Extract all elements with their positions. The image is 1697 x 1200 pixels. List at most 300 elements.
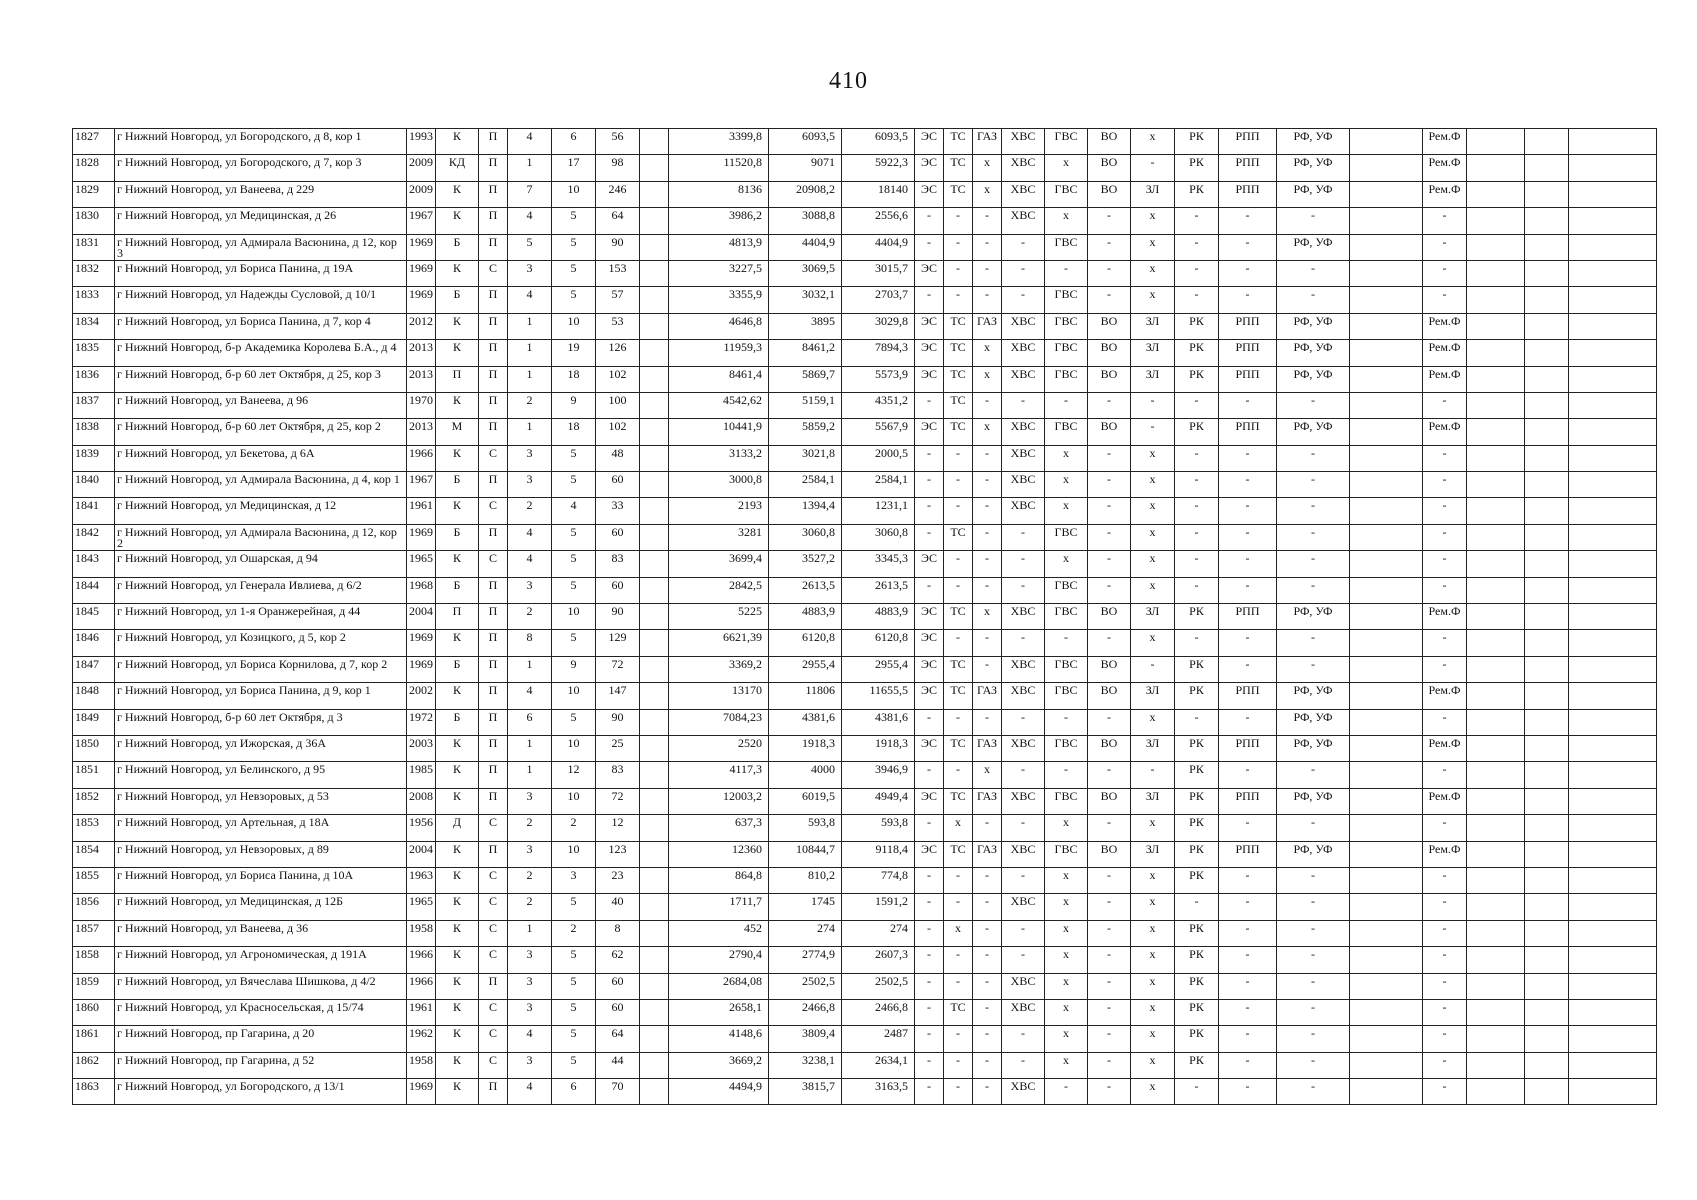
cell-blank-col-27 <box>1569 894 1657 920</box>
cell-address: г Нижний Новгород, ул Богородского, д 13/1 <box>115 1079 407 1105</box>
cell-floors: 5 <box>552 445 596 471</box>
cell-floors: 5 <box>552 947 596 973</box>
cell-total-area: 13170 <box>669 683 769 709</box>
cell-repair-fund: - <box>1277 524 1350 550</box>
cell-floors: 9 <box>552 392 596 418</box>
cell-repair-status: Рем.Ф <box>1423 419 1467 445</box>
cell-service-rpp: - <box>1219 234 1277 260</box>
cell-repair-fund: - <box>1277 656 1350 682</box>
cell-blank-col-23 <box>1350 947 1423 973</box>
cell-service-hot-water: - <box>1045 709 1088 735</box>
cell-service-zl: ЗЛ <box>1131 340 1175 366</box>
cell-living-area: 10844,7 <box>769 841 842 867</box>
cell-blank-col-9 <box>640 313 669 339</box>
cell-entrances: 3 <box>508 947 552 973</box>
cell-blank-col-25 <box>1467 260 1525 286</box>
cell-year-built: 2013 <box>407 419 436 445</box>
cell-blank-col-27 <box>1569 472 1657 498</box>
cell-service-rpp: - <box>1219 392 1277 418</box>
cell-service-cold-water: - <box>1002 1026 1045 1052</box>
cell-repair-status: - <box>1423 234 1467 260</box>
cell-service-hot-water: х <box>1045 498 1088 524</box>
cell-total-area: 3699,4 <box>669 551 769 577</box>
cell-service-electric: ЭС <box>915 683 944 709</box>
cell-apartments: 8 <box>596 920 640 946</box>
cell-row-number: 1839 <box>73 445 115 471</box>
cell-row-number: 1854 <box>73 841 115 867</box>
cell-blank-col-9 <box>640 551 669 577</box>
cell-blank-col-9 <box>640 735 669 761</box>
cell-residential-area: 2955,4 <box>842 656 915 682</box>
cell-blank-col-25 <box>1467 577 1525 603</box>
cell-service-heating: ТС <box>944 524 973 550</box>
cell-blank-col-25 <box>1467 524 1525 550</box>
cell-service-hot-water: ГВС <box>1045 129 1088 155</box>
cell-house-type: П <box>479 735 508 761</box>
cell-total-area: 4646,8 <box>669 313 769 339</box>
cell-service-cold-water: - <box>1002 551 1045 577</box>
cell-repair-fund: - <box>1277 973 1350 999</box>
cell-service-drainage: ВО <box>1088 604 1131 630</box>
table-row <box>73 287 1657 313</box>
cell-service-rpp: - <box>1219 630 1277 656</box>
cell-blank-col-25 <box>1467 867 1525 893</box>
cell-blank-col-25 <box>1467 709 1525 735</box>
cell-service-cold-water: ХВС <box>1002 498 1045 524</box>
cell-wall-material: Б <box>436 524 479 550</box>
cell-total-area: 1711,7 <box>669 894 769 920</box>
cell-wall-material: К <box>436 392 479 418</box>
cell-living-area: 3088,8 <box>769 208 842 234</box>
cell-service-zl: ЗЛ <box>1131 841 1175 867</box>
cell-address: г Нижний Новгород, ул Богородского, д 8, кор 1 <box>115 129 407 155</box>
cell-service-cold-water: - <box>1002 234 1045 260</box>
cell-floors: 10 <box>552 313 596 339</box>
cell-service-cold-water: - <box>1002 577 1045 603</box>
cell-residential-area: 1231,1 <box>842 498 915 524</box>
cell-service-drainage: - <box>1088 630 1131 656</box>
cell-row-number: 1827 <box>73 129 115 155</box>
cell-service-zl: х <box>1131 894 1175 920</box>
table-row <box>73 234 1657 260</box>
cell-repair-status: - <box>1423 208 1467 234</box>
cell-year-built: 2013 <box>407 340 436 366</box>
cell-apartments: 100 <box>596 392 640 418</box>
cell-repair-fund: - <box>1277 894 1350 920</box>
cell-service-drainage: - <box>1088 472 1131 498</box>
cell-blank-col-9 <box>640 472 669 498</box>
cell-service-rpp: РПП <box>1219 181 1277 207</box>
table-row <box>73 656 1657 682</box>
cell-living-area: 274 <box>769 920 842 946</box>
cell-service-hot-water: х <box>1045 920 1088 946</box>
cell-wall-material: Б <box>436 656 479 682</box>
cell-service-electric: ЭС <box>915 340 944 366</box>
table-row <box>73 815 1657 841</box>
cell-year-built: 1969 <box>407 234 436 260</box>
cell-service-hot-water: х <box>1045 1052 1088 1078</box>
cell-blank-col-27 <box>1569 524 1657 550</box>
cell-living-area: 5869,7 <box>769 366 842 392</box>
cell-floors: 5 <box>552 208 596 234</box>
cell-address: г Нижний Новгород, ул Ванеева, д 96 <box>115 392 407 418</box>
cell-service-hot-water: ГВС <box>1045 524 1088 550</box>
cell-total-area: 4117,3 <box>669 762 769 788</box>
cell-service-electric: - <box>915 287 944 313</box>
cell-apartments: 90 <box>596 234 640 260</box>
cell-service-rk: РК <box>1175 947 1219 973</box>
cell-service-gas: х <box>973 419 1002 445</box>
cell-repair-status: - <box>1423 1026 1467 1052</box>
cell-wall-material: К <box>436 208 479 234</box>
cell-residential-area: 2487 <box>842 1026 915 1052</box>
cell-service-drainage: - <box>1088 208 1131 234</box>
cell-entrances: 4 <box>508 524 552 550</box>
cell-row-number: 1842 <box>73 524 115 550</box>
cell-service-electric: ЭС <box>915 366 944 392</box>
cell-blank-col-25 <box>1467 181 1525 207</box>
cell-apartments: 102 <box>596 419 640 445</box>
cell-service-heating: ТС <box>944 366 973 392</box>
cell-floors: 12 <box>552 762 596 788</box>
cell-address: г Нижний Новгород, ул Невзоровых, д 89 <box>115 841 407 867</box>
cell-wall-material: К <box>436 551 479 577</box>
cell-service-cold-water: ХВС <box>1002 841 1045 867</box>
cell-service-drainage: - <box>1088 999 1131 1025</box>
cell-blank-col-23 <box>1350 419 1423 445</box>
cell-house-type: П <box>479 604 508 630</box>
cell-entrances: 3 <box>508 999 552 1025</box>
cell-house-type: С <box>479 867 508 893</box>
cell-service-hot-water: х <box>1045 815 1088 841</box>
cell-service-cold-water: ХВС <box>1002 788 1045 814</box>
cell-row-number: 1858 <box>73 947 115 973</box>
cell-blank-col-23 <box>1350 683 1423 709</box>
cell-apartments: 48 <box>596 445 640 471</box>
cell-service-cold-water: - <box>1002 815 1045 841</box>
cell-total-area: 5225 <box>669 604 769 630</box>
cell-service-hot-water: - <box>1045 392 1088 418</box>
cell-service-hot-water: ГВС <box>1045 181 1088 207</box>
cell-year-built: 2009 <box>407 155 436 181</box>
cell-apartments: 57 <box>596 287 640 313</box>
cell-service-gas: - <box>973 815 1002 841</box>
cell-repair-status: Рем.Ф <box>1423 340 1467 366</box>
cell-service-drainage: - <box>1088 287 1131 313</box>
cell-service-zl: х <box>1131 260 1175 286</box>
cell-living-area: 3238,1 <box>769 1052 842 1078</box>
cell-living-area: 4000 <box>769 762 842 788</box>
cell-service-gas: ГАЗ <box>973 841 1002 867</box>
cell-house-type: П <box>479 709 508 735</box>
cell-total-area: 11959,3 <box>669 340 769 366</box>
cell-blank-col-25 <box>1467 604 1525 630</box>
cell-floors: 4 <box>552 498 596 524</box>
cell-blank-col-27 <box>1569 630 1657 656</box>
cell-total-area: 2193 <box>669 498 769 524</box>
cell-total-area: 3399,8 <box>669 129 769 155</box>
cell-blank-col-9 <box>640 287 669 313</box>
cell-service-electric: ЭС <box>915 841 944 867</box>
cell-service-zl: - <box>1131 392 1175 418</box>
cell-service-cold-water: ХВС <box>1002 656 1045 682</box>
cell-wall-material: К <box>436 498 479 524</box>
cell-blank-col-27 <box>1569 551 1657 577</box>
cell-year-built: 1961 <box>407 498 436 524</box>
cell-apartments: 90 <box>596 709 640 735</box>
cell-entrances: 2 <box>508 815 552 841</box>
cell-address: г Нижний Новгород, б-р 60 лет Октября, д 25, кор 3 <box>115 366 407 392</box>
cell-service-rk: РК <box>1175 129 1219 155</box>
cell-year-built: 1965 <box>407 551 436 577</box>
cell-wall-material: К <box>436 260 479 286</box>
table-row <box>73 260 1657 286</box>
cell-service-cold-water: - <box>1002 867 1045 893</box>
cell-service-gas: - <box>973 920 1002 946</box>
cell-repair-status: - <box>1423 656 1467 682</box>
cell-blank-col-23 <box>1350 313 1423 339</box>
cell-service-rk: РК <box>1175 735 1219 761</box>
cell-entrances: 3 <box>508 788 552 814</box>
cell-service-cold-water: ХВС <box>1002 155 1045 181</box>
cell-living-area: 3895 <box>769 313 842 339</box>
table-row <box>73 181 1657 207</box>
cell-row-number: 1862 <box>73 1052 115 1078</box>
cell-repair-status: Рем.Ф <box>1423 735 1467 761</box>
cell-service-gas: - <box>973 551 1002 577</box>
cell-service-drainage: - <box>1088 1079 1131 1105</box>
cell-year-built: 2013 <box>407 366 436 392</box>
cell-service-heating: х <box>944 920 973 946</box>
cell-repair-fund: - <box>1277 867 1350 893</box>
cell-floors: 10 <box>552 841 596 867</box>
cell-apartments: 123 <box>596 841 640 867</box>
cell-service-heating: - <box>944 867 973 893</box>
cell-total-area: 2658,1 <box>669 999 769 1025</box>
cell-blank-col-27 <box>1569 709 1657 735</box>
cell-service-rpp: - <box>1219 524 1277 550</box>
cell-address: г Нижний Новгород, ул Медицинская, д 12 <box>115 498 407 524</box>
cell-entrances: 4 <box>508 683 552 709</box>
cell-blank-col-25 <box>1467 735 1525 761</box>
cell-living-area: 2955,4 <box>769 656 842 682</box>
cell-service-rk: РК <box>1175 604 1219 630</box>
cell-blank-col-23 <box>1350 1026 1423 1052</box>
cell-year-built: 1967 <box>407 472 436 498</box>
cell-address: г Нижний Новгород, пр Гагарина, д 52 <box>115 1052 407 1078</box>
cell-row-number: 1846 <box>73 630 115 656</box>
cell-repair-status: - <box>1423 1052 1467 1078</box>
cell-blank-col-27 <box>1569 604 1657 630</box>
cell-row-number: 1863 <box>73 1079 115 1105</box>
cell-service-drainage: - <box>1088 762 1131 788</box>
cell-row-number: 1841 <box>73 498 115 524</box>
cell-residential-area: 274 <box>842 920 915 946</box>
cell-blank-col-27 <box>1569 1079 1657 1105</box>
cell-wall-material: Б <box>436 234 479 260</box>
cell-service-rpp: РПП <box>1219 366 1277 392</box>
cell-repair-fund: - <box>1277 445 1350 471</box>
cell-service-drainage: ВО <box>1088 788 1131 814</box>
cell-row-number: 1832 <box>73 260 115 286</box>
cell-service-rk: РК <box>1175 999 1219 1025</box>
cell-row-number: 1831 <box>73 234 115 260</box>
cell-apartments: 153 <box>596 260 640 286</box>
cell-blank-col-27 <box>1569 735 1657 761</box>
cell-repair-status: - <box>1423 472 1467 498</box>
cell-apartments: 72 <box>596 656 640 682</box>
cell-service-cold-water: - <box>1002 709 1045 735</box>
cell-floors: 5 <box>552 551 596 577</box>
cell-blank-col-26 <box>1525 208 1569 234</box>
cell-blank-col-27 <box>1569 841 1657 867</box>
cell-blank-col-26 <box>1525 973 1569 999</box>
cell-residential-area: 4351,2 <box>842 392 915 418</box>
cell-wall-material: К <box>436 788 479 814</box>
cell-service-zl: ЗЛ <box>1131 366 1175 392</box>
cell-service-rpp: РПП <box>1219 683 1277 709</box>
cell-year-built: 1965 <box>407 894 436 920</box>
cell-repair-status: Рем.Ф <box>1423 129 1467 155</box>
cell-service-hot-water: ГВС <box>1045 788 1088 814</box>
cell-total-area: 637,3 <box>669 815 769 841</box>
cell-blank-col-26 <box>1525 260 1569 286</box>
table-row <box>73 155 1657 181</box>
cell-address: г Нижний Новгород, ул Ошарская, д 94 <box>115 551 407 577</box>
cell-repair-fund: - <box>1277 920 1350 946</box>
cell-service-zl: х <box>1131 524 1175 550</box>
cell-service-rpp: - <box>1219 867 1277 893</box>
cell-blank-col-23 <box>1350 340 1423 366</box>
cell-service-gas: х <box>973 155 1002 181</box>
cell-apartments: 12 <box>596 815 640 841</box>
cell-service-heating: ТС <box>944 155 973 181</box>
cell-repair-fund: - <box>1277 815 1350 841</box>
cell-living-area: 5159,1 <box>769 392 842 418</box>
cell-row-number: 1861 <box>73 1026 115 1052</box>
cell-address: г Нижний Новгород, ул Бориса Панина, д 10А <box>115 867 407 893</box>
cell-wall-material: К <box>436 894 479 920</box>
cell-service-zl: ЗЛ <box>1131 735 1175 761</box>
cell-repair-status: - <box>1423 709 1467 735</box>
cell-service-zl: - <box>1131 155 1175 181</box>
cell-wall-material: К <box>436 867 479 893</box>
cell-house-type: П <box>479 287 508 313</box>
cell-address: г Нижний Новгород, ул Ванеева, д 36 <box>115 920 407 946</box>
cell-service-zl: - <box>1131 656 1175 682</box>
cell-address: г Нижний Новгород, ул Адмирала Васюнина, д 12, кор 2 <box>115 524 407 550</box>
cell-apartments: 53 <box>596 313 640 339</box>
cell-floors: 5 <box>552 1052 596 1078</box>
cell-service-heating: - <box>944 498 973 524</box>
cell-service-zl: х <box>1131 630 1175 656</box>
cell-repair-fund: РФ, УФ <box>1277 234 1350 260</box>
cell-apartments: 70 <box>596 1079 640 1105</box>
cell-house-type: П <box>479 419 508 445</box>
cell-blank-col-23 <box>1350 630 1423 656</box>
table-row <box>73 392 1657 418</box>
cell-wall-material: К <box>436 129 479 155</box>
cell-blank-col-25 <box>1467 155 1525 181</box>
cell-blank-col-23 <box>1350 1079 1423 1105</box>
cell-total-area: 8461,4 <box>669 366 769 392</box>
cell-living-area: 20908,2 <box>769 181 842 207</box>
cell-year-built: 1966 <box>407 973 436 999</box>
cell-blank-col-27 <box>1569 762 1657 788</box>
cell-blank-col-25 <box>1467 208 1525 234</box>
cell-residential-area: 4949,4 <box>842 788 915 814</box>
cell-living-area: 810,2 <box>769 867 842 893</box>
cell-service-zl: х <box>1131 920 1175 946</box>
cell-service-heating: - <box>944 1052 973 1078</box>
cell-service-hot-water: - <box>1045 1079 1088 1105</box>
cell-apartments: 90 <box>596 604 640 630</box>
cell-house-type: П <box>479 313 508 339</box>
cell-service-rk: - <box>1175 287 1219 313</box>
cell-service-cold-water: - <box>1002 630 1045 656</box>
cell-service-electric: ЭС <box>915 129 944 155</box>
cell-residential-area: 3946,9 <box>842 762 915 788</box>
cell-address: г Нижний Новгород, ул Адмирала Васюнина, д 4, кор 1 <box>115 472 407 498</box>
cell-entrances: 4 <box>508 208 552 234</box>
cell-wall-material: К <box>436 445 479 471</box>
cell-repair-status: - <box>1423 392 1467 418</box>
cell-year-built: 1966 <box>407 947 436 973</box>
cell-residential-area: 11655,5 <box>842 683 915 709</box>
cell-row-number: 1849 <box>73 709 115 735</box>
cell-entrances: 2 <box>508 867 552 893</box>
cell-blank-col-26 <box>1525 498 1569 524</box>
cell-wall-material: К <box>436 683 479 709</box>
cell-blank-col-26 <box>1525 762 1569 788</box>
cell-blank-col-27 <box>1569 1052 1657 1078</box>
cell-year-built: 1969 <box>407 260 436 286</box>
cell-service-gas: - <box>973 445 1002 471</box>
cell-repair-status: Рем.Ф <box>1423 313 1467 339</box>
cell-blank-col-25 <box>1467 894 1525 920</box>
cell-row-number: 1829 <box>73 181 115 207</box>
cell-living-area: 5859,2 <box>769 419 842 445</box>
cell-service-rpp: - <box>1219 260 1277 286</box>
cell-repair-status: - <box>1423 498 1467 524</box>
cell-house-type: П <box>479 208 508 234</box>
cell-blank-col-27 <box>1569 155 1657 181</box>
cell-service-heating: - <box>944 630 973 656</box>
cell-address: г Нижний Новгород, ул Вячеслава Шишкова, д 4/2 <box>115 973 407 999</box>
cell-service-cold-water: ХВС <box>1002 894 1045 920</box>
cell-house-type: П <box>479 234 508 260</box>
cell-address: г Нижний Новгород, ул Бориса Панина, д 9, кор 1 <box>115 683 407 709</box>
cell-entrances: 2 <box>508 604 552 630</box>
cell-service-electric: ЭС <box>915 630 944 656</box>
cell-apartments: 62 <box>596 947 640 973</box>
cell-repair-fund: - <box>1277 1079 1350 1105</box>
cell-service-heating: ТС <box>944 419 973 445</box>
cell-service-rk: - <box>1175 709 1219 735</box>
cell-service-zl: ЗЛ <box>1131 604 1175 630</box>
cell-total-area: 2842,5 <box>669 577 769 603</box>
table-row <box>73 577 1657 603</box>
cell-living-area: 3069,5 <box>769 260 842 286</box>
cell-service-heating: ТС <box>944 788 973 814</box>
cell-service-cold-water: - <box>1002 524 1045 550</box>
cell-entrances: 1 <box>508 419 552 445</box>
cell-service-heating: - <box>944 287 973 313</box>
cell-floors: 5 <box>552 577 596 603</box>
cell-service-gas: - <box>973 208 1002 234</box>
cell-floors: 3 <box>552 867 596 893</box>
cell-service-drainage: ВО <box>1088 340 1131 366</box>
